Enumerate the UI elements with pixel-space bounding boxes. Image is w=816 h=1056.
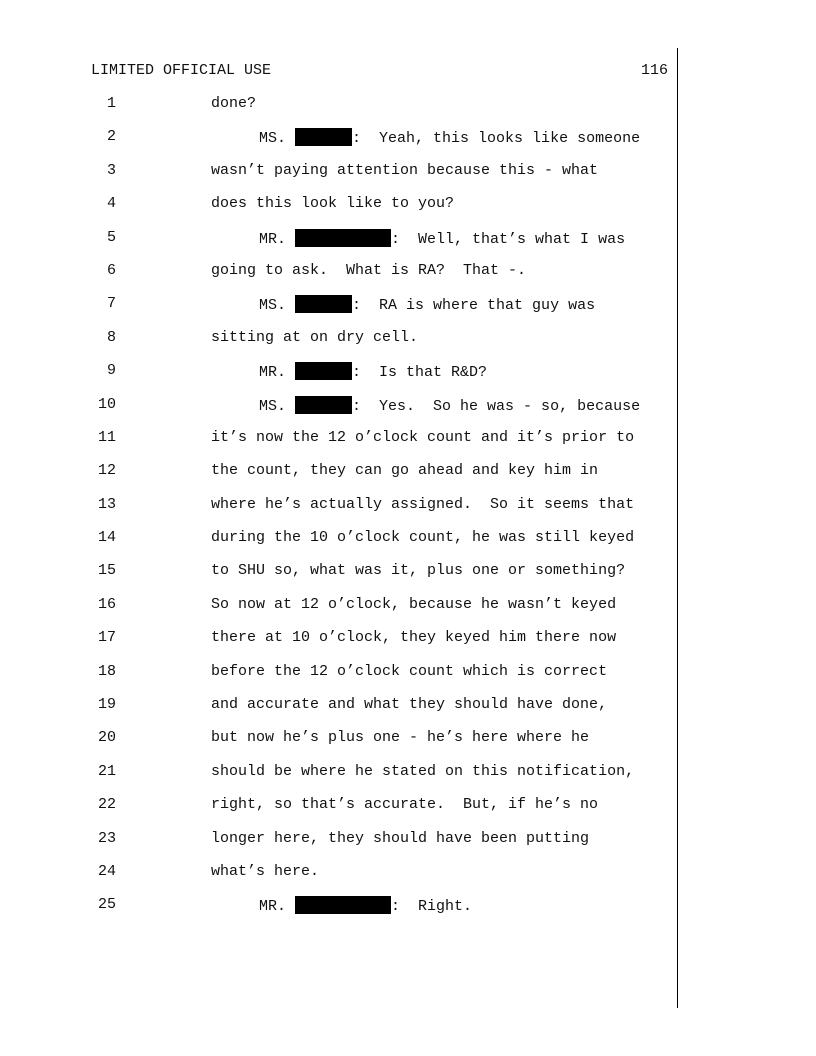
transcript-line [0,462,816,495]
transcript-line [0,95,816,128]
line-text: the count, they can go ahead and key him in [211,462,599,480]
transcript-line [0,796,816,829]
line-number: 9 [106,362,116,380]
transcript-line [0,562,816,595]
line-number: 20 [97,729,116,747]
line-text: right, so that’s accurate. But, if he’s no [211,796,599,814]
line-number: 23 [97,829,116,847]
transcript-line [0,496,816,529]
redaction-box [295,295,352,313]
speaker-line [259,362,487,381]
transcript-line [0,629,816,662]
line-text: going to ask. What is RA? That -. [211,261,527,279]
line-number: 25 [97,896,116,914]
line-number: 8 [106,328,116,346]
line-number: 16 [97,595,116,613]
speaker-text: : Yes. So he was - so, because [352,397,641,415]
line-text: does this look like to you? [211,195,455,213]
line-text: there at 10 o’clock, they keyed him there now [211,629,617,647]
line-number: 3 [106,161,116,179]
line-number: 4 [106,195,116,213]
line-number: 13 [97,495,116,513]
line-number: 18 [97,662,116,680]
line-text: wasn’t paying attention because this - what [211,161,599,179]
transcript-line [0,162,816,195]
line-text: it’s now the 12 o’clock count and it’s prior to [211,428,635,446]
speaker-line [259,128,640,147]
transcript-line [0,195,816,228]
transcript-line [0,729,816,762]
speaker-title: MS. [259,297,287,315]
speaker-line [259,229,625,248]
redaction-box [295,128,352,146]
redaction-box [295,362,352,380]
line-number: 14 [97,529,116,547]
transcript-line [0,295,816,328]
speaker-title: MR. [259,230,287,248]
line-text: should be where he stated on this notification, [211,762,635,780]
line-text: and accurate and what they should have done, [211,696,608,714]
transcript-body [0,95,816,930]
line-text: where he’s actually assigned. So it seems that [211,495,635,513]
transcript-line [0,229,816,262]
page-number: 116 [640,62,668,79]
redaction-box [295,896,391,914]
line-text: but now he’s plus one - he’s here where he [211,729,590,747]
transcript-line [0,329,816,362]
speaker-text: : Is that R&D? [352,364,488,382]
classification-header: LIMITED OFFICIAL USE [91,62,272,79]
speaker-text: : Well, that’s what I was [391,230,626,248]
line-text: what’s here. [211,862,320,880]
redaction-box [295,229,391,247]
transcript-line [0,429,816,462]
transcript-line [0,830,816,863]
line-text: So now at 12 o’clock, because he wasn’t keyed [211,595,617,613]
speaker-text: : Yeah, this looks like someone [352,130,641,148]
transcript-line [0,262,816,295]
line-number: 10 [97,395,116,413]
transcript-line [0,128,816,161]
transcript-line [0,362,816,395]
speaker-title: MR. [259,364,287,382]
speaker-line [259,896,472,915]
line-text: sitting at on dry cell. [211,328,419,346]
line-number: 21 [97,762,116,780]
transcript-line [0,696,816,729]
line-number: 15 [97,562,116,580]
transcript-line [0,763,816,796]
line-number: 6 [106,261,116,279]
line-number: 7 [106,295,116,313]
line-number: 5 [106,228,116,246]
speaker-line [259,295,595,314]
line-text: before the 12 o’clock count which is correct [211,662,608,680]
redaction-box [295,396,352,414]
speaker-title: MS. [259,397,287,415]
transcript-line [0,529,816,562]
line-number: 24 [97,862,116,880]
speaker-text: : RA is where that guy was [352,297,596,315]
line-number: 22 [97,796,116,814]
transcript-line [0,663,816,696]
line-text: done? [211,95,257,112]
transcript-line [0,596,816,629]
line-number: 17 [97,629,116,647]
transcript-line [0,396,816,429]
line-number: 2 [106,128,116,146]
line-number: 1 [106,95,116,112]
speaker-title: MS. [259,130,287,148]
line-text: during the 10 o’clock count, he was still keyed [211,529,635,547]
line-number: 11 [97,428,116,446]
speaker-line [259,396,640,415]
transcript-line [0,896,816,929]
line-text: longer here, they should have been putting [211,829,590,847]
line-number: 19 [97,696,116,714]
line-number: 12 [97,462,116,480]
transcript-line [0,863,816,896]
line-text: to SHU so, what was it, plus one or something? [211,562,626,580]
speaker-text: : Right. [391,898,473,916]
speaker-title: MR. [259,898,287,916]
